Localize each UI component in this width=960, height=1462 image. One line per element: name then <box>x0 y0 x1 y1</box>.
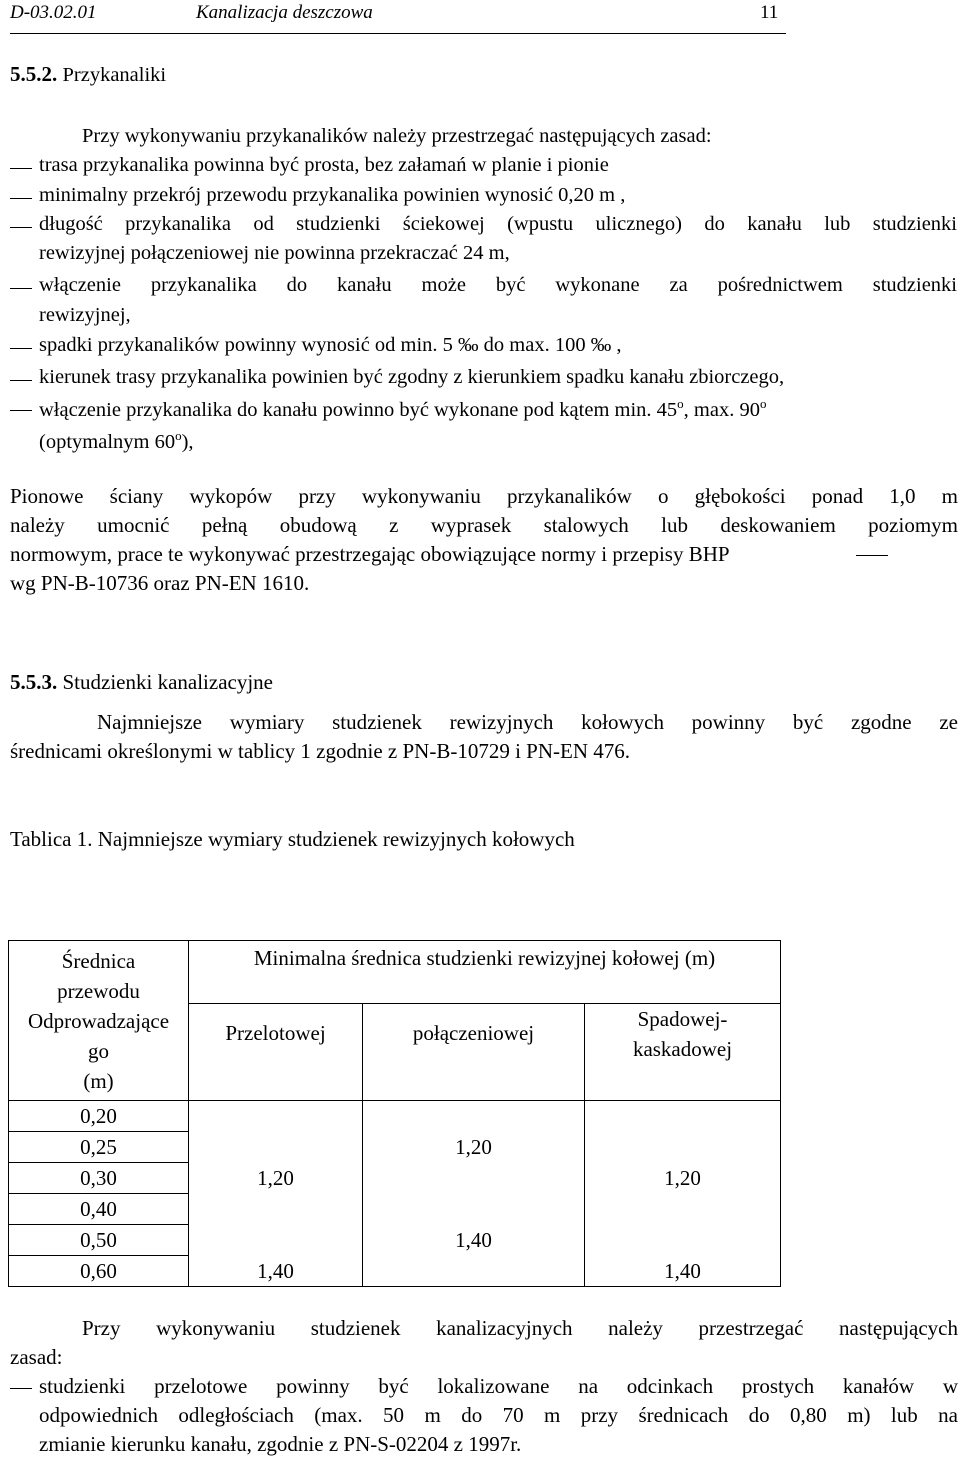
footer-rule-line-2: odpowiednich odległościach (max. 50 m do 70 m przy średnicach do 0,80 m) lub na <box>39 1403 958 1427</box>
header-pipe-diameter: Średnica przewodu Odprowadzające go (m) <box>9 941 189 1101</box>
rule-1: trasa przykanalika powinna być prosta, bez załamań w planie i pionie <box>39 154 609 176</box>
inline-dash <box>856 555 888 556</box>
footer-intro-line-1: Przy wykonywaniu studzienek kanalizacyjnych należy przestrzegać następujących <box>82 1316 958 1340</box>
bullet-dash <box>10 198 32 199</box>
bullet-dash <box>10 168 32 169</box>
rule-7-line-1: włączenie przykanalika do kanału powinno być wykonane pod kątem min. 45$^o$, max. 90$^o$ <box>39 396 767 421</box>
through-value: 1,40 <box>189 1256 363 1287</box>
through-value: 1,20 <box>189 1163 363 1194</box>
pipe-diameter-cell: 0,30 <box>9 1163 189 1194</box>
junction-value: 1,40 <box>363 1225 585 1256</box>
through-cell <box>189 1132 363 1163</box>
drop-value: 1,20 <box>585 1163 781 1194</box>
excavation-paragraph-line-2: należy umocnić pełną obudową z wyprasek stalowych lub deskowaniem poziomym <box>10 513 958 537</box>
header-code: D-03.02.01 <box>10 2 97 23</box>
drop-cell <box>585 1132 781 1163</box>
junction-cell <box>363 1194 585 1225</box>
rule-4-line-2: rewizyjnej, <box>39 304 131 326</box>
drop-cell <box>585 1225 781 1256</box>
section-552-title: Przykanaliki <box>62 64 167 86</box>
junction-cell <box>363 1101 585 1132</box>
rule-4-line-1: włączenie przykanalika do kanału może być wykonane za pośrednictwem studzienki <box>39 274 957 296</box>
junction-cell <box>363 1163 585 1194</box>
header-rule <box>10 33 786 34</box>
section-553-paragraph-line-1: Najmniejsze wymiary studzienek rewizyjnych kołowych powinny być zgodne ze <box>97 710 958 734</box>
bullet-dash <box>10 410 32 411</box>
drop-value: 1,40 <box>585 1256 781 1287</box>
footer-intro-line-2: zasad: <box>10 1345 63 1369</box>
bullet-dash <box>10 288 32 289</box>
bullet-dash <box>10 380 32 381</box>
pipe-diameter-cell: 0,25 <box>9 1132 189 1163</box>
bullet-dash <box>10 1388 32 1389</box>
manhole-dimensions-table <box>8 940 781 1287</box>
rule-3-line-2: rewizyjnej połączeniowej nie powinna przekraczać 24 m, <box>39 242 510 264</box>
footer-rule-line-1: studzienki przelotowe powinny być lokalizowane na odcinkach prostych kanałów w <box>39 1374 958 1398</box>
section-552-intro: Przy wykonywaniu przykanalików należy przestrzegać następujących zasad: <box>82 125 712 147</box>
excavation-paragraph-line-3: normowym, prace te wykonywać przestrzegając obowiązujące normy i przepisy BHP <box>10 542 730 566</box>
section-553-title: Studzienki kanalizacyjne <box>62 670 274 694</box>
header-min-manhole-diameter: Minimalna średnica studzienki rewizyjnej kołowej (m) <box>189 941 781 1004</box>
rule-2: minimalny przekrój przewodu przykanalika powinien wynosić 0,20 m , <box>39 184 626 206</box>
pipe-diameter-cell: 0,40 <box>9 1194 189 1225</box>
pipe-diameter-cell: 0,20 <box>9 1101 189 1132</box>
excavation-paragraph-line-1: Pionowe ściany wykopów przy wykonywaniu przykanalików o głębokości ponad 1,0 m <box>10 484 958 508</box>
rule-6: kierunek trasy przykanalika powinien być zgodny z kierunkiem spadku kanału zbiorczego, <box>39 366 785 388</box>
header-junction: połączeniowej <box>363 1004 585 1101</box>
bullet-dash <box>10 348 32 349</box>
header-page-number: 11 <box>760 2 779 23</box>
junction-cell <box>363 1256 585 1287</box>
drop-cell <box>585 1101 781 1132</box>
excavation-paragraph-line-4: wg PN-B-10736 oraz PN-EN 1610. <box>10 571 310 595</box>
footer-rule-line-3: zmianie kierunku kanału, zgodnie z PN-S-02204 z 1997r. <box>39 1432 522 1456</box>
header-title: Kanalizacja deszczowa <box>196 2 373 23</box>
through-cell <box>189 1101 363 1132</box>
drop-cell <box>585 1194 781 1225</box>
pipe-diameter-cell: 0,60 <box>9 1256 189 1287</box>
header-through: Przelotowej <box>189 1004 363 1101</box>
junction-value: 1,20 <box>363 1132 585 1163</box>
section-553-paragraph-line-2: średnicami określonymi w tablicy 1 zgodnie z PN-B-10729 i PN-EN 476. <box>10 739 630 763</box>
section-553-heading <box>10 670 273 695</box>
rule-7-line-2: (optymalnym 60$^o$), <box>39 428 194 453</box>
section-552-heading <box>10 62 166 87</box>
header-drop-cascade: Spadowej- kaskadowej <box>585 1004 781 1101</box>
section-552-number: 5.5.2. <box>10 62 58 86</box>
pipe-diameter-cell: 0,50 <box>9 1225 189 1256</box>
rule-5: spadki przykanalików powinny wynosić od min. 5 ‰ do max. 100 ‰ , <box>39 334 622 356</box>
rule-3-line-1: długość przykanalika od studzienki ściekowej (wpustu ulicznego) do kanału lub studzienki <box>39 213 957 235</box>
table-caption: Tablica 1. Najmniejsze wymiary studzienek rewizyjnych kołowych <box>10 827 575 851</box>
through-cell <box>189 1225 363 1256</box>
section-553-number: 5.5.3. <box>10 670 58 694</box>
bullet-dash <box>10 227 32 228</box>
through-cell <box>189 1194 363 1225</box>
